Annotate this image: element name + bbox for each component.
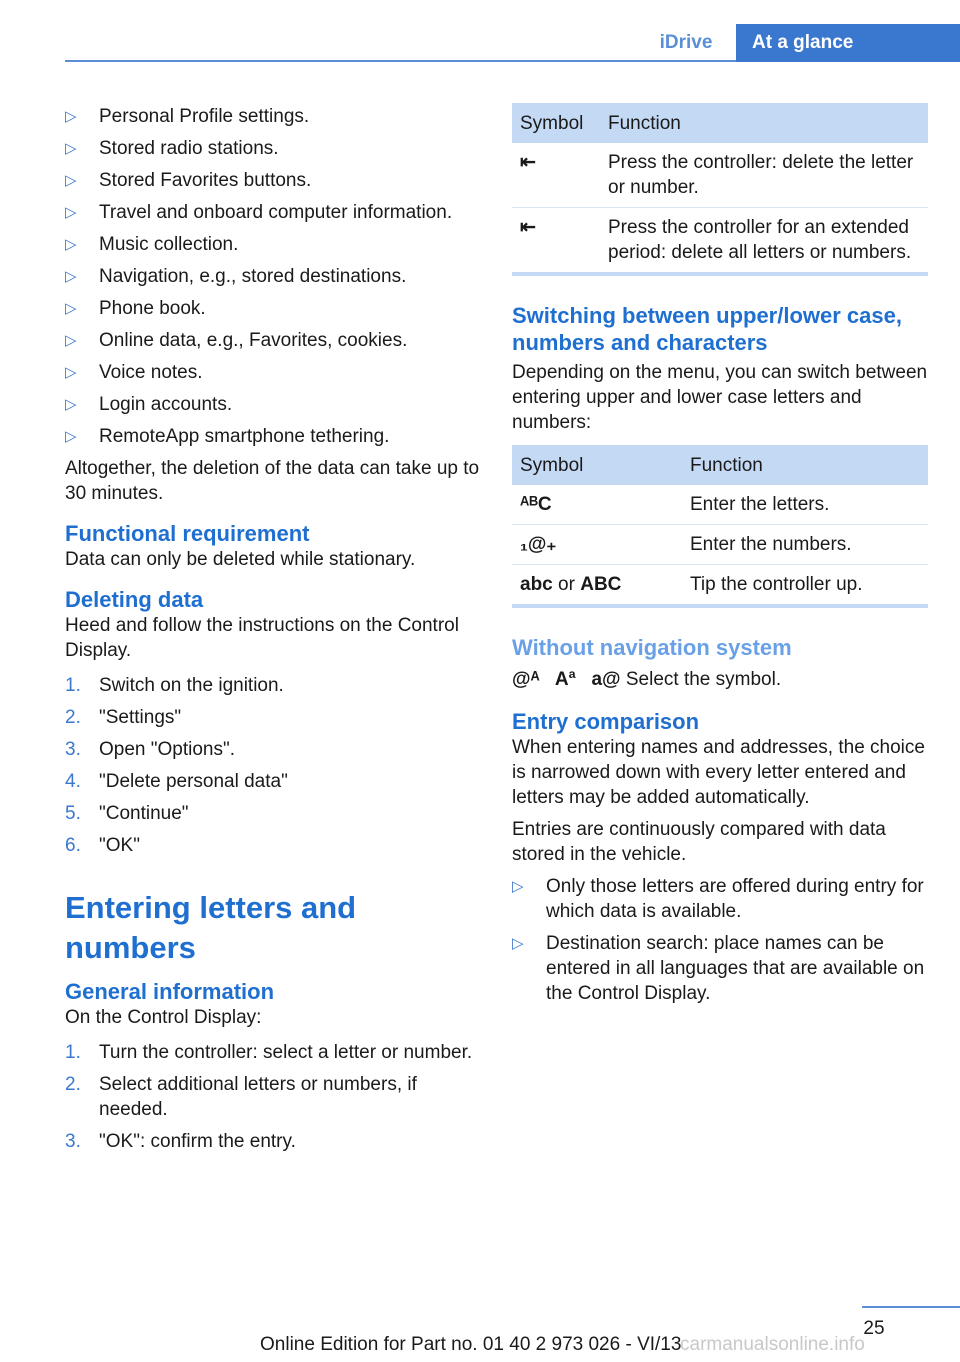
list-item [65, 232, 483, 257]
without-navigation-text: Select the symbol. [625, 669, 782, 690]
step-number: 1. [65, 1042, 81, 1063]
general-information-heading: General information [65, 979, 275, 1004]
list-item-text: Music collection. [99, 234, 239, 255]
entry-comparison-text-2: Entries are continuously compared with data stored in the vehicle. [512, 819, 886, 865]
table-row [512, 208, 928, 273]
list-item-text: Destination search: place names can be entered in all languages that are available on the Control Display. [546, 933, 925, 1004]
table-row [512, 525, 928, 565]
lowercase-icon: abc [520, 574, 553, 595]
table-header-function: Function [682, 445, 928, 485]
step-number: 1. [65, 675, 81, 696]
function-text: Enter the letters. [682, 485, 928, 525]
functional-requirement-text: Data can only be deleted while stationary. [65, 549, 416, 570]
bullet-marker-icon: ▷ [65, 140, 77, 157]
step-text: "OK": confirm the entry. [99, 1131, 296, 1152]
step-text: "OK" [99, 835, 140, 856]
step-item [65, 769, 483, 794]
entry-steps [65, 1040, 483, 1154]
list-item [512, 874, 928, 924]
list-item-text: Voice notes. [99, 362, 203, 383]
input-mode-icons: @ᴬ Aª a@ [512, 669, 621, 690]
list-item [512, 931, 928, 1006]
letters-icon: ᴬᴮC [512, 485, 682, 525]
footer-rule [862, 1306, 960, 1308]
step-item [65, 1072, 483, 1122]
left-column [65, 104, 483, 1161]
step-item [65, 833, 483, 858]
function-text: Tip the controller up. [690, 574, 863, 595]
list-item-text: Personal Profile settings. [99, 106, 310, 127]
step-item [65, 1040, 483, 1065]
bullet-marker-icon: ▷ [65, 300, 77, 317]
case-symbols [512, 565, 682, 605]
backspace-icon: ⇤ [512, 143, 600, 208]
function-text: Enter the numbers. [682, 525, 928, 565]
bullet-marker-icon: ▷ [65, 364, 77, 381]
table-end-rule [512, 272, 928, 276]
table-row [512, 143, 928, 208]
list-item-text: Travel and onboard computer information. [99, 202, 453, 223]
step-text: "Settings" [99, 707, 182, 728]
general-information-text: On the Control Display: [65, 1007, 262, 1028]
step-item [65, 801, 483, 826]
deleting-data-text: Heed and follow the instructions on the Control Display. [65, 615, 459, 661]
table-row [512, 565, 928, 605]
step-number: 2. [65, 1074, 81, 1095]
step-text: Select additional letters or numbers, if needed. [99, 1074, 417, 1120]
list-item [65, 424, 483, 449]
deletion-time-text: Altogether, the deletion of the data can take up to 30 minutes. [65, 458, 480, 504]
table-header-symbol: Symbol [512, 445, 682, 485]
list-item [65, 392, 483, 417]
step-number: 5. [65, 803, 81, 824]
data-list [65, 104, 483, 449]
list-item [65, 296, 483, 321]
function-text: Press the controller: delete the letter or number. [600, 143, 928, 208]
list-item-text: Phone book. [99, 298, 206, 319]
function-text: Press the controller for an extended period: delete all letters or numbers. [608, 217, 912, 263]
switching-text: Depending on the menu, you can switch between entering upper and lower case letters and numbers: [512, 362, 928, 433]
edition-text: Online Edition for Part no. 01 40 2 973 026 - VI/13 [260, 1334, 682, 1355]
entry-comparison-text-1: When entering names and addresses, the choice is narrowed down with every letter entered and letters may be added automatically. [512, 737, 925, 808]
list-item-text: Login accounts. [99, 394, 233, 415]
bullet-marker-icon: ▷ [65, 204, 77, 221]
step-item [65, 737, 483, 762]
page-number: 25 [863, 1318, 885, 1339]
list-item-text: Stored radio stations. [99, 138, 279, 159]
step-number: 4. [65, 771, 81, 792]
step-number: 3. [65, 739, 81, 760]
bullet-marker-icon: ▷ [65, 396, 77, 413]
numbers-icon: ₁@₊ [512, 525, 682, 565]
list-item-text: Stored Favorites buttons. [99, 170, 312, 191]
step-item [65, 673, 483, 698]
deleting-steps [65, 673, 483, 858]
list-item [65, 168, 483, 193]
bullet-marker-icon: ▷ [512, 878, 524, 895]
uppercase-icon: ABC [580, 574, 622, 595]
bullet-marker-icon: ▷ [65, 172, 77, 189]
bullet-marker-icon: ▷ [65, 428, 77, 445]
deleting-data-heading: Deleting data [65, 587, 204, 612]
step-item [65, 705, 483, 730]
delete-symbol-table [512, 103, 928, 272]
step-text: Turn the controller: select a letter or number. [99, 1042, 473, 1063]
watermark: carmanualsonline.info [680, 1334, 865, 1355]
header-section-tab[interactable]: iDrive [659, 32, 713, 53]
step-text: "Continue" [99, 803, 189, 824]
table-header-function: Function [600, 103, 928, 143]
without-navigation-heading: Without navigation system [512, 635, 792, 660]
table-end-rule [512, 604, 928, 608]
header-chapter-tab[interactable]: At a glance [736, 24, 960, 62]
list-item [65, 264, 483, 289]
step-number: 3. [65, 1131, 81, 1152]
functional-requirement-heading: Functional requirement [65, 521, 310, 546]
step-text: "Delete personal data" [99, 771, 288, 792]
bullet-marker-icon: ▷ [512, 935, 524, 952]
bullet-marker-icon: ▷ [65, 268, 77, 285]
list-item [65, 104, 483, 129]
backspace-icon: ⇤ [520, 217, 536, 238]
bullet-marker-icon: ▷ [65, 108, 77, 125]
bullet-marker-icon: ▷ [65, 236, 77, 253]
section-title: Entering letters and numbers [65, 890, 357, 965]
entry-comparison-list [512, 874, 928, 1006]
table-row [512, 485, 928, 525]
list-item [65, 200, 483, 225]
step-text: Switch on the ignition. [99, 675, 284, 696]
list-item-text: Only those letters are offered during entry for which data is available. [546, 876, 924, 922]
or-text: or [558, 574, 575, 595]
table-header-symbol: Symbol [512, 103, 600, 143]
switching-heading: Switching between upper/lower case, numbers and characters [512, 303, 902, 355]
entry-comparison-heading: Entry comparison [512, 709, 700, 734]
step-number: 6. [65, 835, 81, 856]
list-item-text: Online data, e.g., Favorites, cookies. [99, 330, 408, 351]
step-item [65, 1129, 483, 1154]
right-column [512, 103, 928, 1013]
list-item-text: Navigation, e.g., stored destinations. [99, 266, 407, 287]
list-item [65, 136, 483, 161]
list-item [65, 328, 483, 353]
step-number: 2. [65, 707, 81, 728]
list-item-text: RemoteApp smartphone tethering. [99, 426, 390, 447]
list-item [65, 360, 483, 385]
bullet-marker-icon: ▷ [65, 332, 77, 349]
case-symbol-table [512, 445, 928, 604]
step-text: Open "Options". [99, 739, 236, 760]
